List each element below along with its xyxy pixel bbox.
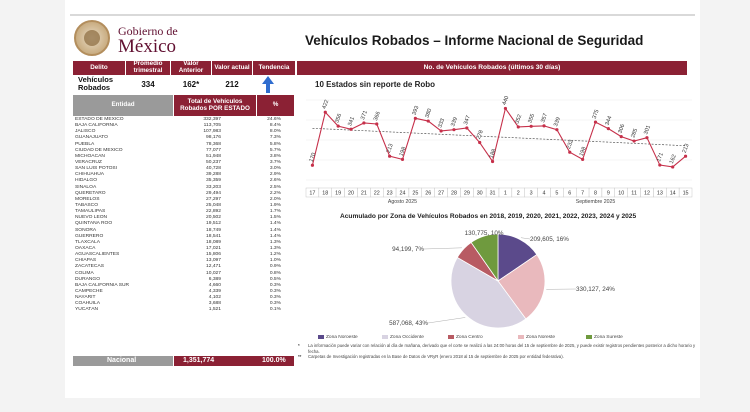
pie-leader <box>424 248 462 249</box>
row-entidad: COLIMA <box>75 270 94 276</box>
row-entidad: CIUDAD DE MÉXICO <box>75 147 123 153</box>
national-percent: 100.0% <box>262 357 286 364</box>
row-total: 78,368 <box>206 141 221 147</box>
footnote <box>298 354 698 360</box>
row-total: 15,806 <box>206 252 221 258</box>
tick-label: 19 <box>335 190 342 197</box>
data-point <box>337 125 340 128</box>
data-label: 170 <box>308 152 318 163</box>
row-total: 35,359 <box>206 178 221 184</box>
series-line <box>312 108 685 167</box>
tick-label: 31 <box>489 190 496 197</box>
legend-item <box>586 335 623 340</box>
col-delito-header: Delito <box>73 61 125 75</box>
tick-label: 12 <box>643 190 650 197</box>
footnote-mark: * <box>298 343 300 348</box>
row-entidad: ZACATECAS <box>75 264 104 270</box>
tick-label: 11 <box>631 190 637 197</box>
data-point <box>530 125 533 128</box>
national-total-row <box>73 356 294 366</box>
row-total: 4,102 <box>208 295 221 301</box>
pie-data-label: 94,199, 7% <box>392 246 424 253</box>
data-point <box>517 125 520 128</box>
month-label: Agosto 2025 <box>387 199 418 204</box>
legend-item <box>382 335 424 340</box>
data-label: 285 <box>630 127 640 139</box>
data-point <box>542 124 545 127</box>
data-label: 355 <box>527 113 537 124</box>
row-entidad: OAXACA <box>75 245 96 251</box>
row-entidad: CAMPECHE <box>75 288 103 294</box>
row-total: 10,027 <box>206 270 221 276</box>
arrow-up-icon-stem <box>266 84 270 93</box>
pie-leader <box>428 317 465 323</box>
data-label: 366 <box>373 110 382 122</box>
legend-item <box>318 335 358 340</box>
row-percent: 0.1% <box>269 307 281 313</box>
row-percent: 1.2% <box>269 252 281 258</box>
data-point <box>568 151 571 154</box>
legend-label: Zona Noroeste <box>326 335 358 341</box>
data-label: 306 <box>617 123 627 135</box>
row-total: 18,089 <box>206 239 221 245</box>
data-point <box>349 128 352 131</box>
pie-chart-title: Acumulado por Zona de Vehículos Robados en 2018, 2019, 2020, 2021, 2022, 2023, 2024 y 2025 <box>340 213 637 220</box>
row-total: 77,077 <box>206 147 221 153</box>
row-total: 18,749 <box>206 227 221 233</box>
government-logo <box>74 20 192 60</box>
row-total: 29,494 <box>206 190 221 196</box>
tick-label: 26 <box>425 190 432 197</box>
tick-label: 4 <box>542 190 546 197</box>
line-chart-title: 10 Estados sin reporte de Robo <box>315 80 436 89</box>
pie-leader <box>521 238 530 239</box>
col-tendencia-header: Tendencia <box>253 61 295 75</box>
row-entidad: MORELOS <box>75 196 100 202</box>
tick-label: 21 <box>360 190 367 197</box>
tick-label: 7 <box>581 190 585 197</box>
tick-label: 15 <box>682 190 689 197</box>
month-label: Septiembre 2025 <box>575 199 616 204</box>
row-percent: 1.4% <box>269 227 281 233</box>
data-label: 352 <box>514 113 524 125</box>
data-label: 213 <box>681 143 691 154</box>
row-entidad: NAYARIT <box>75 295 96 301</box>
data-label: 198 <box>398 146 408 158</box>
row-total: 3,688 <box>208 301 221 307</box>
row-percent: 2.0% <box>269 196 281 202</box>
tick-label: 8 <box>594 190 597 197</box>
row-percent: 0.5% <box>269 276 281 282</box>
data-label: 301 <box>643 124 653 136</box>
tick-label: 24 <box>399 190 406 197</box>
data-point <box>427 119 430 122</box>
row-total: 4,339 <box>208 288 221 294</box>
th-percent: % <box>257 95 294 116</box>
legend-swatch <box>318 335 324 339</box>
row-percent: 5.8% <box>269 141 281 147</box>
row-entidad: JALISCO <box>75 129 96 135</box>
row-entidad: AGUASCALIENTES <box>75 252 120 258</box>
footnote <box>298 343 698 354</box>
row-entidad: TABASCO <box>75 202 99 208</box>
row-total: 22,892 <box>206 209 221 215</box>
stat-valor-actual: 212 <box>225 80 239 89</box>
row-total: 20,502 <box>206 215 221 221</box>
row-total: 51,948 <box>206 153 221 159</box>
legend-swatch <box>448 335 454 339</box>
data-label: 393 <box>411 105 421 116</box>
footnote-mark: ** <box>298 354 302 359</box>
legend-label: Zona Noreste <box>526 335 556 341</box>
data-label: 339 <box>553 116 562 128</box>
data-label: 171 <box>656 151 665 163</box>
row-percent: 0.3% <box>269 282 281 288</box>
data-point <box>414 117 417 120</box>
row-percent: 0.9% <box>269 264 281 270</box>
row-entidad: GUERRERO <box>75 233 104 239</box>
row-percent: 1.5% <box>269 215 281 221</box>
row-total: 12,471 <box>206 264 221 270</box>
row-total: 33,203 <box>206 184 221 190</box>
tick-label: 27 <box>438 190 445 197</box>
data-label: 422 <box>321 99 331 110</box>
logo-text-top: Gobierno de <box>118 24 178 38</box>
data-point <box>594 121 597 124</box>
row-entidad: SONORA <box>75 227 97 233</box>
tick-label: 5 <box>555 190 559 197</box>
legend-label: Zona Occidente <box>390 335 424 341</box>
row-total: 50,237 <box>206 159 221 165</box>
stat-delito: Vehículos Robados <box>78 75 114 92</box>
row-entidad: BAJA CALIFORNIA SUR <box>75 282 130 288</box>
row-percent: 8.0% <box>269 129 281 135</box>
data-point <box>452 128 455 131</box>
legend-item <box>518 335 555 340</box>
footnote-text: La información puede variar con relación al día de mañana, derivado que el corte se realizó a las 24:00 horas del 15 de septiembre de 2025, y puede existir registros pendientes posterior a dicho horario y fecha. <box>308 343 696 354</box>
data-label: 380 <box>424 107 434 119</box>
row-percent: 2.5% <box>269 184 281 190</box>
tick-label: 9 <box>606 190 610 197</box>
row-percent: 2.2% <box>269 190 281 196</box>
tick-label: 29 <box>463 190 470 197</box>
pie-data-label: 587,068, 43% <box>389 320 428 327</box>
footnotes <box>298 343 698 360</box>
row-total: 19,512 <box>206 221 221 227</box>
row-percent: 0.8% <box>269 270 281 276</box>
legend-label: Zona Centro <box>456 335 483 341</box>
row-percent: 1.3% <box>269 245 281 251</box>
row-total: 6,389 <box>208 276 221 282</box>
th-entidad: Entidad <box>73 95 173 116</box>
data-point <box>504 107 507 110</box>
data-label: 339 <box>450 116 460 128</box>
row-total: 113,705 <box>203 123 221 129</box>
row-percent: 5.7% <box>269 147 281 153</box>
row-entidad: SINALOA <box>75 184 97 190</box>
tick-label: 2 <box>516 190 520 197</box>
row-percent: 0.3% <box>269 301 281 307</box>
row-percent: 1.4% <box>269 233 281 239</box>
pie-data-label: 330,127, 24% <box>576 286 615 293</box>
tick-label: 20 <box>348 190 355 197</box>
tick-label: 17 <box>309 190 316 197</box>
col-valor-actual-header: Valor actual <box>212 61 252 75</box>
row-total: 4,660 <box>208 282 221 288</box>
national-seal-icon <box>74 20 110 56</box>
row-percent: 1.4% <box>269 221 281 227</box>
row-percent: 1.3% <box>269 239 281 245</box>
national-value: 1,351,774 <box>183 357 215 364</box>
data-label: 333 <box>437 117 447 129</box>
row-percent: 2.6% <box>269 178 281 184</box>
legend-swatch <box>518 335 524 339</box>
data-label: 375 <box>591 108 601 120</box>
data-point <box>375 122 378 125</box>
data-point <box>581 158 584 161</box>
tick-label: 14 <box>669 190 676 197</box>
legend-label: Zona Sureste <box>594 335 623 341</box>
row-entidad: TLAXCALA <box>75 239 101 245</box>
data-point <box>684 155 687 158</box>
row-total: 18,541 <box>206 233 221 239</box>
table-row <box>73 307 294 313</box>
row-percent: 3.7% <box>269 159 281 165</box>
data-point <box>491 160 494 163</box>
data-label: 356 <box>334 112 344 124</box>
row-entidad: VERACRUZ <box>75 159 102 165</box>
data-label: 232 <box>566 139 575 150</box>
row-entidad: BAJA CALIFORNIA <box>75 123 118 129</box>
row-entidad: ESTADO DE MÉXICO <box>75 117 124 122</box>
row-entidad: QUERÉTARO <box>75 190 106 196</box>
logo-text-bottom: México <box>118 36 177 57</box>
data-point <box>324 111 327 114</box>
row-entidad: MICHOACÁN <box>75 153 105 159</box>
tick-label: 6 <box>568 190 572 197</box>
data-point <box>633 139 636 142</box>
data-point <box>555 128 558 131</box>
stat-valor-anterior: 162* <box>182 80 200 89</box>
data-point <box>658 163 661 166</box>
data-point <box>465 126 468 129</box>
row-percent: 2.9% <box>269 172 281 178</box>
tick-label: 30 <box>476 190 483 197</box>
row-entidad: HIDALGO <box>75 178 98 184</box>
row-entidad: QUINTANA ROO <box>75 221 113 227</box>
data-point <box>401 158 404 161</box>
row-percent: 24.6% <box>267 117 281 122</box>
outer-margin-right <box>700 0 750 412</box>
outer-margin-left <box>0 0 65 412</box>
row-entidad: GUANAJUATO <box>75 135 108 141</box>
row-entidad: PUEBLA <box>75 141 95 147</box>
legend-swatch <box>382 335 388 339</box>
data-label: 440 <box>501 95 511 107</box>
top-divider <box>70 14 695 16</box>
data-label: 344 <box>604 115 614 127</box>
data-point <box>645 136 648 139</box>
row-entidad: SAN LUIS POTOSÍ <box>75 166 118 172</box>
row-percent: 3.8% <box>269 153 281 159</box>
row-total: 332,397 <box>203 117 221 122</box>
row-entidad: DURANGO <box>75 276 100 282</box>
footnote-text: Carpetas de Investigación registradas en la Base de Datos de VRyR (enero 2018 al 15 de septiembre de 2025 por entidad federativa). <box>308 354 564 359</box>
row-total: 107,983 <box>203 129 221 135</box>
national-label: Nacional <box>107 357 137 364</box>
data-label: 371 <box>360 109 369 121</box>
data-label: 347 <box>463 114 472 126</box>
pie-data-label: 130,775, 10% <box>464 230 504 237</box>
data-point <box>620 135 623 138</box>
row-percent: 8.4% <box>269 123 281 129</box>
tick-label: 10 <box>618 190 625 197</box>
arrow-up-icon <box>262 76 274 84</box>
pie-chart <box>380 225 650 335</box>
state-table-header <box>73 95 294 116</box>
row-percent: 7.3% <box>269 135 281 141</box>
col-valor-anterior-header: Valor Anterior <box>171 61 211 75</box>
data-label: 278 <box>475 129 485 141</box>
legend-item <box>448 335 483 340</box>
page-title: Vehículos Robados – Informe Nacional de Seguridad <box>305 33 644 48</box>
data-label: 213 <box>385 143 395 154</box>
data-label: 198 <box>578 146 588 158</box>
row-entidad: CHIHUAHUA <box>75 172 105 178</box>
row-total: 27,297 <box>206 196 221 202</box>
tick-label: 22 <box>373 190 380 197</box>
stat-promedio: 334 <box>141 80 155 89</box>
data-label: 188 <box>488 148 498 160</box>
line-chart <box>300 92 700 204</box>
row-percent: 0.3% <box>269 295 281 301</box>
outer-margin-bottom <box>65 398 700 412</box>
data-point <box>440 129 443 132</box>
data-point <box>362 121 365 124</box>
tick-label: 28 <box>450 190 457 197</box>
data-point <box>388 155 391 158</box>
row-percent: 1.0% <box>269 258 281 264</box>
row-entidad: NUEVO LEÓN <box>75 215 108 221</box>
row-percent: 1.7% <box>269 209 281 215</box>
data-point <box>671 165 674 168</box>
tick-label: 18 <box>322 190 329 197</box>
data-label: 341 <box>347 116 357 127</box>
row-percent: 3.0% <box>269 166 281 172</box>
tick-label: 25 <box>412 190 419 197</box>
data-point <box>311 164 314 167</box>
row-total: 13,097 <box>206 258 221 264</box>
data-point <box>478 141 481 144</box>
legend-swatch <box>586 335 592 339</box>
row-entidad: CHIAPAS <box>75 258 97 264</box>
row-entidad: YUCATÁN <box>75 307 99 313</box>
tick-label: 1 <box>503 190 507 197</box>
row-total: 25,048 <box>206 202 221 208</box>
row-entidad: TAMAULIPAS <box>75 209 106 215</box>
data-point <box>607 127 610 130</box>
row-entidad: COAHUILA <box>75 301 101 307</box>
tick-label: 3 <box>529 190 533 197</box>
state-table-body <box>73 117 294 314</box>
data-label: 162 <box>668 153 678 165</box>
row-total: 17,021 <box>206 245 221 251</box>
row-total: 98,176 <box>206 135 221 141</box>
th-total: Total de Vehículos Robados POR ESTADO <box>174 95 256 116</box>
row-percent: 1.9% <box>269 202 281 208</box>
row-total: 39,288 <box>206 172 221 178</box>
col-promedio-header: Promedio trimestral <box>126 61 170 75</box>
pie-data-label: 209,605, 16% <box>530 236 569 243</box>
tick-label: 13 <box>656 190 663 197</box>
row-total: 40,728 <box>206 166 221 172</box>
row-total: 1,521 <box>208 307 221 313</box>
data-label: 357 <box>540 112 550 124</box>
row-percent: 0.3% <box>269 288 281 294</box>
tick-label: 23 <box>386 190 393 197</box>
banner-header: No. de Vehículos Robados (últimos 30 días) <box>297 61 687 75</box>
